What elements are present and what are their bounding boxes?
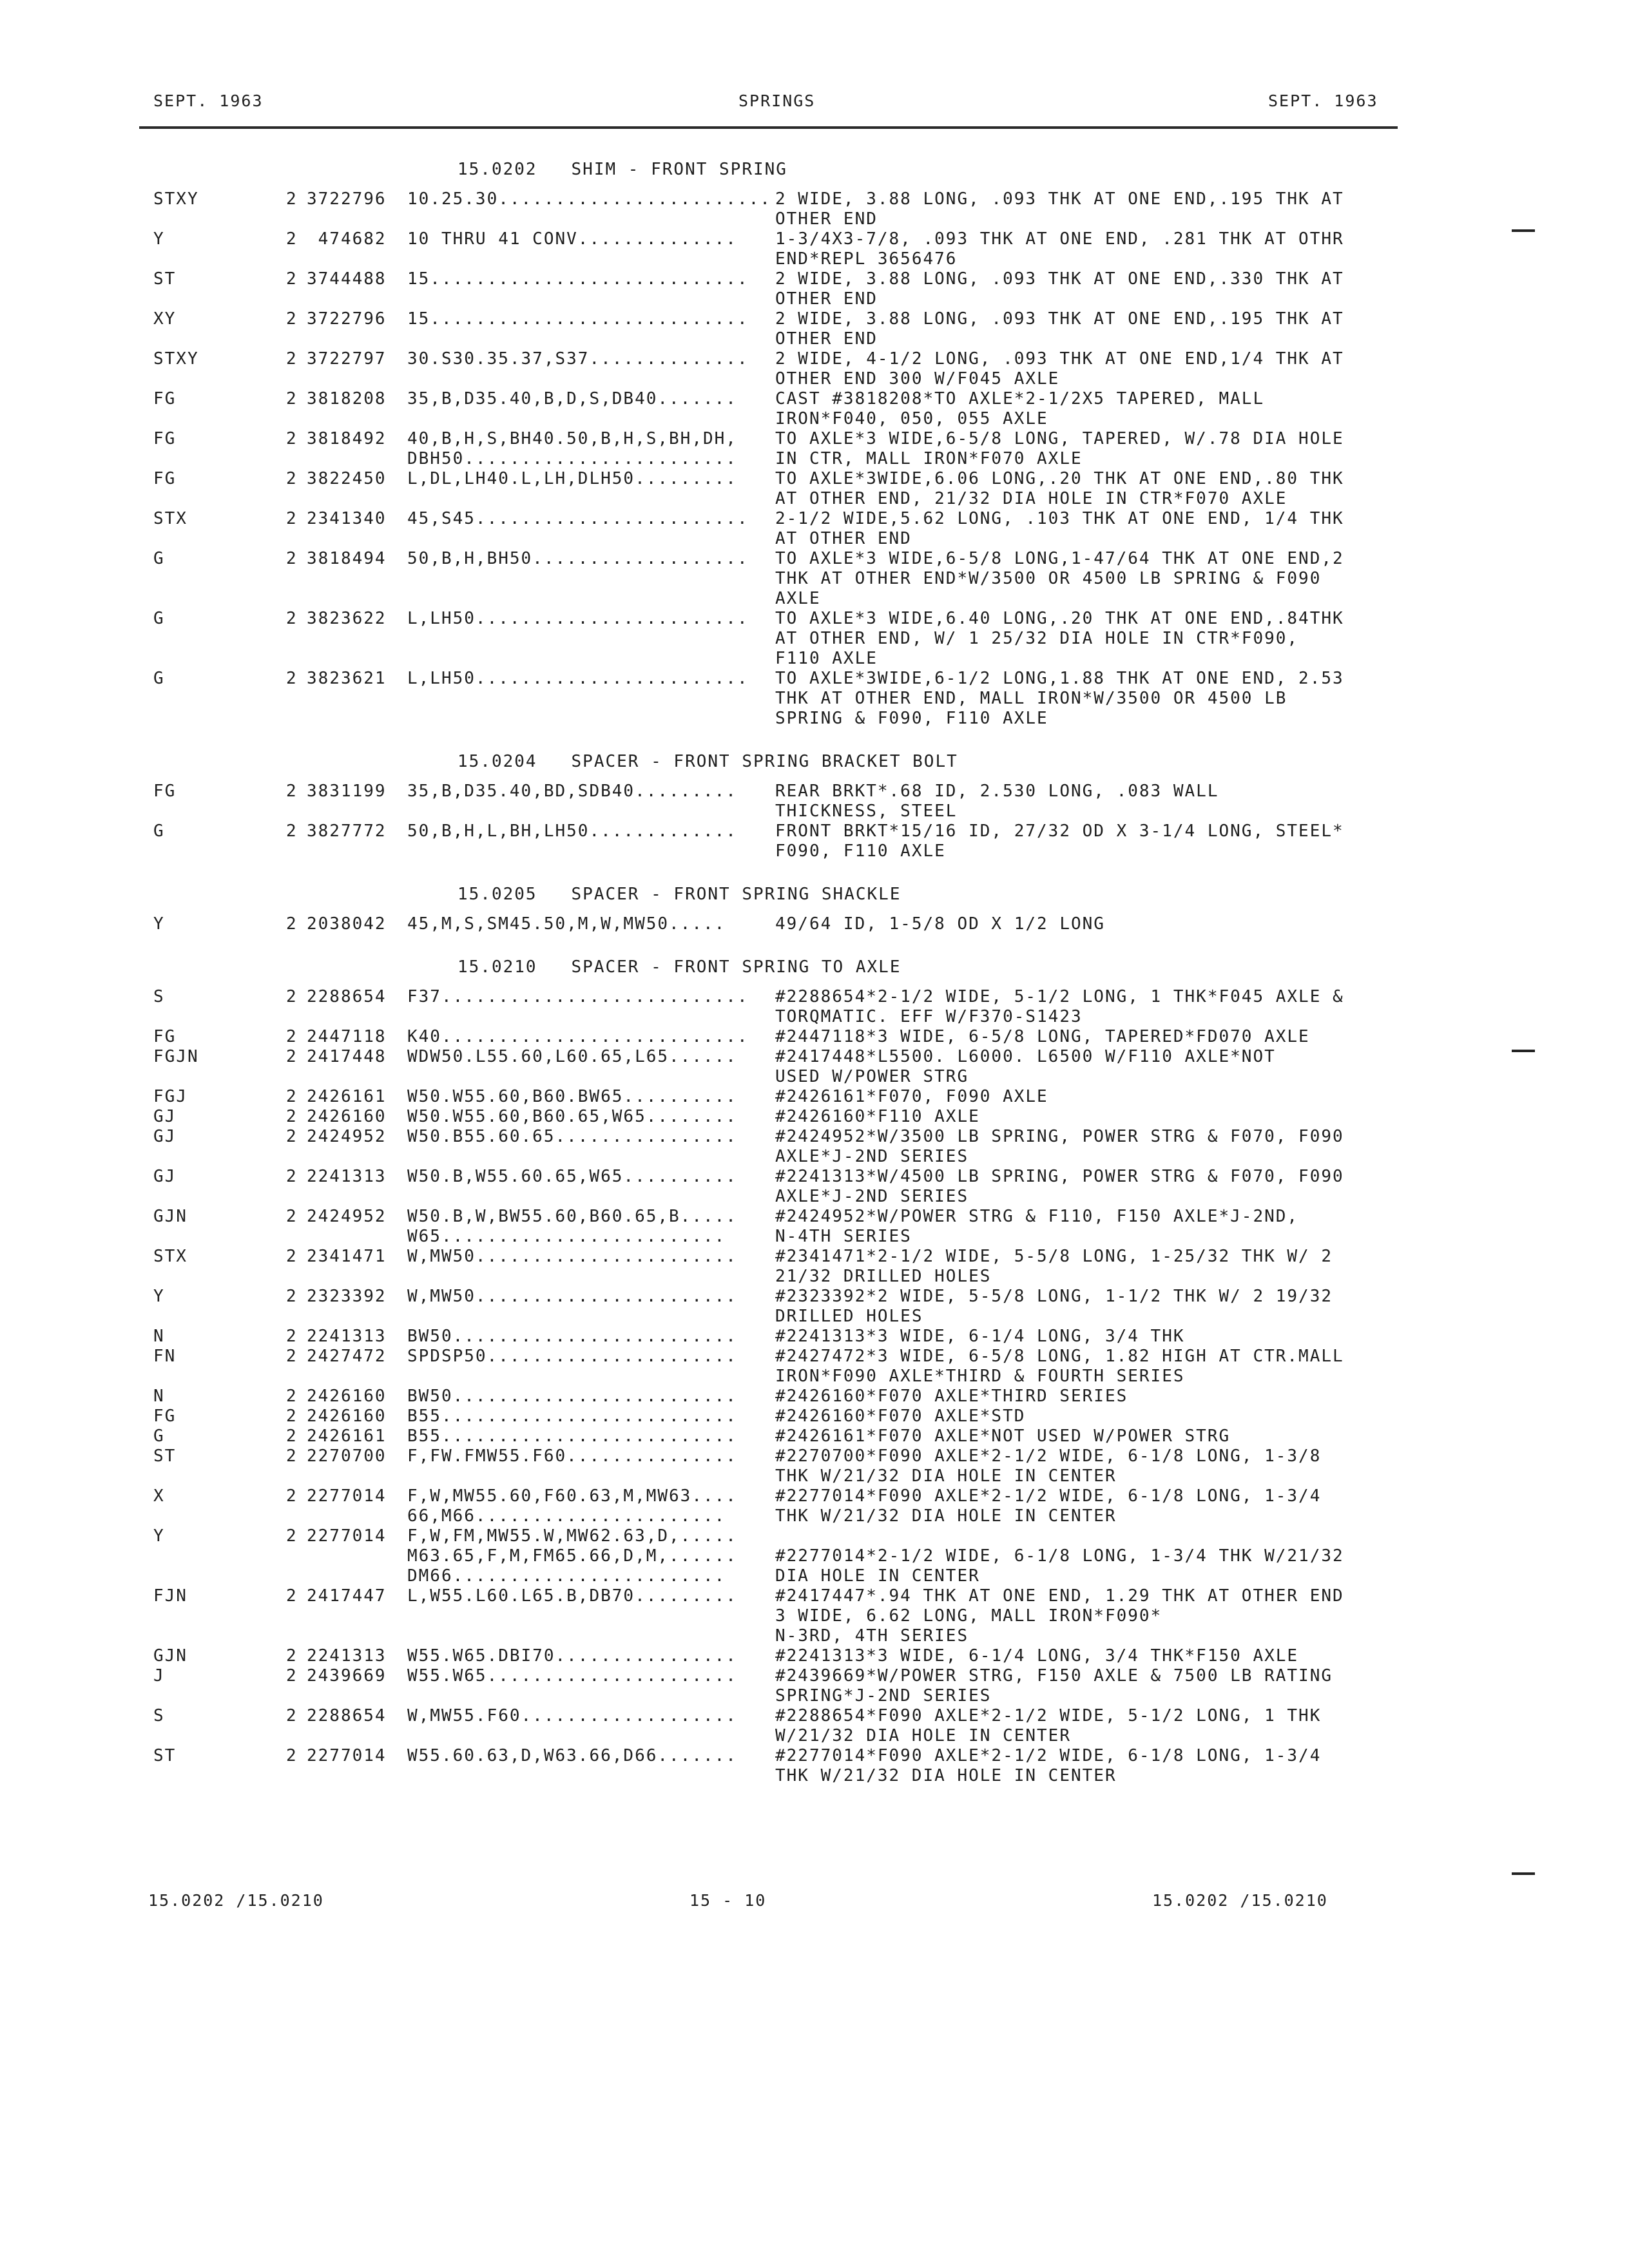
application-line: W50.W55.60,B60.BW65.......... <box>407 1087 737 1106</box>
quantity: 2 <box>286 782 298 801</box>
description-line: F110 AXLE <box>775 649 878 668</box>
application-line: W65......................... <box>407 1227 726 1246</box>
model-codes: FJN <box>153 1586 188 1606</box>
description-line: OTHER END <box>775 289 878 309</box>
part-number: 2241313 <box>307 1646 387 1666</box>
model-codes: FN <box>153 1347 177 1366</box>
part-number: 2417448 <box>307 1047 387 1066</box>
quantity: 2 <box>286 1027 298 1046</box>
description-line: #2426160*F070 AXLE*STD <box>775 1407 1026 1426</box>
model-codes: FG <box>153 389 177 408</box>
model-codes: ST <box>153 269 177 289</box>
header-date-left: SEPT. 1963 <box>153 91 264 110</box>
application-line: 10 THRU 41 CONV.............. <box>407 229 737 249</box>
part-entry <box>0 189 1629 229</box>
quantity: 2 <box>286 1047 298 1066</box>
part-number: 3744488 <box>307 269 387 289</box>
application-line: 10.25.30........................ <box>407 189 771 209</box>
description-line: 3 WIDE, 6.62 LONG, MALL IRON*F090* <box>775 1606 1162 1626</box>
margin-mark <box>1512 1050 1535 1052</box>
model-codes: FGJN <box>153 1047 199 1066</box>
part-entry <box>0 1047 1629 1087</box>
model-codes: XY <box>153 309 177 329</box>
description-line: #2270700*F090 AXLE*2-1/2 WIDE, 6-1/8 LONG, 1-3/8 <box>775 1446 1322 1466</box>
model-codes: Y <box>153 1526 165 1546</box>
quantity: 2 <box>286 1167 298 1186</box>
part-entry <box>0 1666 1629 1706</box>
description-line: TO AXLE*3WIDE,6-1/2 LONG,1.88 THK AT ONE END, 2.53 <box>775 669 1344 688</box>
description-line: DIA HOLE IN CENTER <box>775 1566 980 1586</box>
quantity: 2 <box>286 609 298 628</box>
quantity: 2 <box>286 509 298 528</box>
description-line: AT OTHER END <box>775 529 912 548</box>
quantity: 2 <box>286 469 298 488</box>
description-line: N-3RD, 4TH SERIES <box>775 1626 969 1646</box>
application-line: 35,B,D35.40,BD,SDB40......... <box>407 782 737 801</box>
description-line: OTHER END <box>775 209 878 229</box>
quantity: 2 <box>286 987 298 1006</box>
header-title: SPRINGS <box>738 91 816 110</box>
quantity: 2 <box>286 1387 298 1406</box>
quantity: 2 <box>286 1586 298 1606</box>
part-entry <box>0 1207 1629 1247</box>
description-line: #2288654*2-1/2 WIDE, 5-1/2 LONG, 1 THK*F045 AXLE & <box>775 987 1344 1006</box>
part-entry <box>0 1407 1629 1427</box>
part-entry <box>0 669 1629 729</box>
application-line: F,FW.FMW55.F60............... <box>407 1446 737 1466</box>
model-codes: N <box>153 1387 165 1406</box>
part-entry <box>0 349 1629 389</box>
part-number: 2424952 <box>307 1207 387 1226</box>
application-line: L,W55.L60.L65.B,DB70......... <box>407 1586 737 1606</box>
model-codes: FGJ <box>153 1087 188 1106</box>
part-number: 3818492 <box>307 429 387 448</box>
application-line: WDW50.L55.60,L60.65,L65...... <box>407 1047 737 1066</box>
application-line: F,W,MW55.60,F60.63,M,MW63.... <box>407 1486 737 1506</box>
description-line: AXLE*J-2ND SERIES <box>775 1147 969 1166</box>
model-codes: FG <box>153 1027 177 1046</box>
part-number: 3818494 <box>307 549 387 568</box>
application-line: 40,B,H,S,BH40.50,B,H,S,BH,DH, <box>407 429 737 448</box>
part-number: 2426160 <box>307 1107 387 1126</box>
application-line: 50,B,H,L,BH,LH50............. <box>407 822 737 841</box>
part-number: 2341340 <box>307 509 387 528</box>
part-number: 2439669 <box>307 1666 387 1686</box>
quantity: 2 <box>286 1347 298 1366</box>
description-line: IN CTR, MALL IRON*F070 AXLE <box>775 449 1083 468</box>
application-line: DBH50........................ <box>407 449 737 468</box>
part-entry <box>0 1127 1629 1167</box>
part-number: 3831199 <box>307 782 387 801</box>
model-codes: S <box>153 987 165 1006</box>
application-line: 35,B,D35.40,B,D,S,DB40....... <box>407 389 737 408</box>
part-entry <box>0 914 1629 934</box>
part-entry <box>0 609 1629 669</box>
part-number: 2427472 <box>307 1347 387 1366</box>
description-line: 21/32 DRILLED HOLES <box>775 1267 992 1286</box>
quantity: 2 <box>286 349 298 369</box>
part-number: 2323392 <box>307 1287 387 1306</box>
description-line: END*REPL 3656476 <box>775 249 958 269</box>
part-entry <box>0 1247 1629 1287</box>
description-line: TO AXLE*3 WIDE,6-5/8 LONG,1-47/64 THK AT ONE END,2 <box>775 549 1344 568</box>
application-line: BW50......................... <box>407 1327 737 1346</box>
description-line: SPRING & F090, F110 AXLE <box>775 709 1048 728</box>
parts-listing <box>0 149 1629 1799</box>
part-entry <box>0 1107 1629 1127</box>
quantity: 2 <box>286 269 298 289</box>
quantity: 2 <box>286 1207 298 1226</box>
section <box>0 742 1629 861</box>
description-line: #2277014*F090 AXLE*2-1/2 WIDE, 6-1/8 LONG, 1-3/4 <box>775 1486 1322 1506</box>
quantity: 2 <box>286 1127 298 1146</box>
model-codes: ST <box>153 1746 177 1765</box>
description-line: #2241313*3 WIDE, 6-1/4 LONG, 3/4 THK <box>775 1327 1185 1346</box>
description-line: OTHER END 300 W/F045 AXLE <box>775 369 1060 389</box>
application-line: W50.B,W,BW55.60,B60.65,B..... <box>407 1207 737 1226</box>
description-line: 2 WIDE, 3.88 LONG, .093 THK AT ONE END,.330 THK AT <box>775 269 1344 289</box>
description-line: F090, F110 AXLE <box>775 841 946 861</box>
header-rule <box>139 126 1398 129</box>
part-entry <box>0 1347 1629 1387</box>
quantity: 2 <box>286 1107 298 1126</box>
application-line: W50.W55.60,B60.65,W65........ <box>407 1107 737 1126</box>
description-line: REAR BRKT*.68 ID, 2.530 LONG, .083 WALL <box>775 782 1219 801</box>
description-line: #2426160*F070 AXLE*THIRD SERIES <box>775 1387 1128 1406</box>
part-entry <box>0 1646 1629 1666</box>
part-number: 2424952 <box>307 1127 387 1146</box>
quantity: 2 <box>286 309 298 329</box>
description-line: THK AT OTHER END*W/3500 OR 4500 LB SPRING & F090 <box>775 569 1322 588</box>
model-codes: J <box>153 1666 165 1686</box>
application-line: L,LH50........................ <box>407 669 749 688</box>
description-line: OTHER END <box>775 329 878 349</box>
model-codes: FG <box>153 469 177 488</box>
description-line: #2277014*F090 AXLE*2-1/2 WIDE, 6-1/8 LONG, 1-3/4 <box>775 1746 1322 1765</box>
description-line: #2447118*3 WIDE, 6-5/8 LONG, TAPERED*FD070 AXLE <box>775 1027 1310 1046</box>
part-entry <box>0 509 1629 549</box>
part-number: 2241313 <box>307 1167 387 1186</box>
model-codes: FG <box>153 1407 177 1426</box>
description-line: #2427472*3 WIDE, 6-5/8 LONG, 1.82 HIGH AT CTR.MALL <box>775 1347 1344 1366</box>
application-line: W50.B,W55.60.65,W65.......... <box>407 1167 737 1186</box>
description-line: THICKNESS, STEEL <box>775 802 958 821</box>
model-codes: G <box>153 609 165 628</box>
part-entry <box>0 1287 1629 1327</box>
application-line: W,MW50....................... <box>407 1287 737 1306</box>
model-codes: FG <box>153 429 177 448</box>
part-number: 3722797 <box>307 349 387 369</box>
part-entry <box>0 1746 1629 1786</box>
model-codes: G <box>153 1427 165 1446</box>
model-codes: FG <box>153 782 177 801</box>
quantity: 2 <box>286 822 298 841</box>
application-line: 30.S30.35.37,S37.............. <box>407 349 749 369</box>
part-entry <box>0 1486 1629 1526</box>
quantity: 2 <box>286 1446 298 1466</box>
description-line: #2424952*W/3500 LB SPRING, POWER STRG & F070, F090 <box>775 1127 1344 1146</box>
description-line: #2426160*F110 AXLE <box>775 1107 980 1126</box>
section <box>0 874 1629 934</box>
part-number: 474682 <box>307 229 387 249</box>
model-codes: X <box>153 1486 165 1506</box>
description-line: CAST #3818208*TO AXLE*2-1/2X5 TAPERED, MALL <box>775 389 1265 408</box>
description-line: THK W/21/32 DIA HOLE IN CENTER <box>775 1506 1117 1526</box>
description-line: USED W/POWER STRG <box>775 1067 969 1086</box>
part-number: 2447118 <box>307 1027 387 1046</box>
part-entry <box>0 782 1629 822</box>
part-number: 2417447 <box>307 1586 387 1606</box>
application-line: 45,S45........................ <box>407 509 749 528</box>
model-codes: N <box>153 1327 165 1346</box>
description-line: #2424952*W/POWER STRG & F110, F150 AXLE*J-2ND, <box>775 1207 1299 1226</box>
description-line: FRONT BRKT*15/16 ID, 27/32 OD X 3-1/4 LONG, STEEL* <box>775 822 1344 841</box>
part-entry <box>0 987 1629 1027</box>
application-line: L,LH50........................ <box>407 609 749 628</box>
part-entry <box>0 1427 1629 1446</box>
section <box>0 149 1629 729</box>
quantity: 2 <box>286 429 298 448</box>
part-number: 2277014 <box>307 1526 387 1546</box>
application-line: DM66........................ <box>407 1566 726 1586</box>
part-number: 2241313 <box>307 1327 387 1346</box>
quantity: 2 <box>286 1407 298 1426</box>
description-line: #2439669*W/POWER STRG, F150 AXLE & 7500 LB RATING <box>775 1666 1333 1686</box>
description-line: #2426161*F070 AXLE*NOT USED W/POWER STRG <box>775 1427 1231 1446</box>
part-number: 2426160 <box>307 1387 387 1406</box>
quantity: 2 <box>286 1327 298 1346</box>
model-codes: Y <box>153 229 165 249</box>
description-line: 2 WIDE, 4-1/2 LONG, .093 THK AT ONE END,1/4 THK AT <box>775 349 1344 369</box>
part-entry <box>0 549 1629 609</box>
footer-range-left: 15.0202 /15.0210 <box>148 1891 324 1910</box>
section-title: 15.0202 SHIM - FRONT SPRING <box>458 160 787 179</box>
description-line: #2323392*2 WIDE, 5-5/8 LONG, 1-1/2 THK W/ 2 19/32 <box>775 1287 1333 1306</box>
model-codes: GJN <box>153 1646 188 1666</box>
description-line: DRILLED HOLES <box>775 1307 923 1326</box>
part-entry <box>0 309 1629 349</box>
part-number: 2038042 <box>307 914 387 934</box>
description-line: AT OTHER END, W/ 1 25/32 DIA HOLE IN CTR*F090, <box>775 629 1299 648</box>
part-number: 2426160 <box>307 1407 387 1426</box>
part-entry <box>0 269 1629 309</box>
application-line: K40........................... <box>407 1027 749 1046</box>
model-codes: GJ <box>153 1107 177 1126</box>
quantity: 2 <box>286 669 298 688</box>
description-line: #2241313*3 WIDE, 6-1/4 LONG, 3/4 THK*F150 AXLE <box>775 1646 1299 1666</box>
application-line: 15............................ <box>407 309 749 329</box>
model-codes: GJ <box>153 1167 177 1186</box>
part-number: 2426161 <box>307 1427 387 1446</box>
part-entry <box>0 1446 1629 1486</box>
part-number: 2277014 <box>307 1746 387 1765</box>
model-codes: STX <box>153 509 188 528</box>
application-line: W,MW50....................... <box>407 1247 737 1266</box>
part-number: 3822450 <box>307 469 387 488</box>
application-line: L,DL,LH40.L,LH,DLH50......... <box>407 469 737 488</box>
section-title: 15.0205 SPACER - FRONT SPRING SHACKLE <box>458 885 901 904</box>
part-number: 2426161 <box>307 1087 387 1106</box>
part-number: 3818208 <box>307 389 387 408</box>
quantity: 2 <box>286 1706 298 1725</box>
description-line: #2277014*2-1/2 WIDE, 6-1/8 LONG, 1-3/4 THK W/21/32 <box>775 1546 1344 1566</box>
part-number: 3722796 <box>307 309 387 329</box>
description-line: AXLE <box>775 589 821 608</box>
application-line: 45,M,S,SM45.50,M,W,MW50..... <box>407 914 726 934</box>
quantity: 2 <box>286 1526 298 1546</box>
description-line: W/21/32 DIA HOLE IN CENTER <box>775 1726 1071 1745</box>
part-number: 2341471 <box>307 1247 387 1266</box>
part-number: 3823621 <box>307 669 387 688</box>
footer-range-right: 15.0202 /15.0210 <box>1152 1891 1328 1910</box>
description-line: THK AT OTHER END, MALL IRON*W/3500 OR 4500 LB <box>775 689 1287 708</box>
description-line: 2-1/2 WIDE,5.62 LONG, .103 THK AT ONE END, 1/4 THK <box>775 509 1344 528</box>
quantity: 2 <box>286 1646 298 1666</box>
quantity: 2 <box>286 229 298 249</box>
part-entry <box>0 1387 1629 1407</box>
description-line: IRON*F090 AXLE*THIRD & FOURTH SERIES <box>775 1367 1185 1386</box>
model-codes: STXY <box>153 189 199 209</box>
part-number: 2288654 <box>307 987 387 1006</box>
model-codes: G <box>153 822 165 841</box>
part-entry <box>0 1167 1629 1207</box>
application-line: W55.W65.DBI70................ <box>407 1646 737 1666</box>
model-codes: Y <box>153 914 165 934</box>
quantity: 2 <box>286 1746 298 1765</box>
part-entry <box>0 229 1629 269</box>
part-number: 2277014 <box>307 1486 387 1506</box>
part-entry <box>0 429 1629 469</box>
application-line: M63.65,F,M,FM65.66,D,M,...... <box>407 1546 737 1566</box>
section-title: 15.0204 SPACER - FRONT SPRING BRACKET BOLT <box>458 752 958 771</box>
description-line: SPRING*J-2ND SERIES <box>775 1686 992 1706</box>
application-line: SPDSP50...................... <box>407 1347 737 1366</box>
application-line: W55.60.63,D,W63.66,D66....... <box>407 1746 737 1765</box>
model-codes: STX <box>153 1247 188 1266</box>
application-line: F37........................... <box>407 987 749 1006</box>
part-entry <box>0 1327 1629 1347</box>
part-number: 2270700 <box>307 1446 387 1466</box>
part-number: 3823622 <box>307 609 387 628</box>
description-line: IRON*F040, 050, 055 AXLE <box>775 409 1048 428</box>
part-entry <box>0 1706 1629 1746</box>
part-entry <box>0 1087 1629 1107</box>
description-line: #2426161*F070, F090 AXLE <box>775 1087 1048 1106</box>
description-line: THK W/21/32 DIA HOLE IN CENTER <box>775 1466 1117 1486</box>
section <box>0 947 1629 1786</box>
section-title: 15.0210 SPACER - FRONT SPRING TO AXLE <box>458 957 901 977</box>
quantity: 2 <box>286 1087 298 1106</box>
part-entry <box>0 1526 1629 1586</box>
application-line: B55.......................... <box>407 1427 737 1446</box>
description-line: TO AXLE*3 WIDE,6-5/8 LONG, TAPERED, W/.78 DIA HOLE <box>775 429 1344 448</box>
description-line: THK W/21/32 DIA HOLE IN CENTER <box>775 1766 1117 1785</box>
quantity: 2 <box>286 1247 298 1266</box>
part-entry <box>0 822 1629 861</box>
quantity: 2 <box>286 389 298 408</box>
model-codes: STXY <box>153 349 199 369</box>
description-line: TO AXLE*3WIDE,6.06 LONG,.20 THK AT ONE END,.80 THK <box>775 469 1344 488</box>
quantity: 2 <box>286 189 298 209</box>
application-line: 66,M66...................... <box>407 1506 726 1526</box>
description-line: AXLE*J-2ND SERIES <box>775 1187 969 1206</box>
application-line: W55.W65...................... <box>407 1666 737 1686</box>
part-entry <box>0 469 1629 509</box>
page-number: 15 - 10 <box>689 1891 767 1910</box>
description-line: 1-3/4X3-7/8, .093 THK AT ONE END, .281 THK AT OTHR <box>775 229 1344 249</box>
model-codes: S <box>153 1706 165 1725</box>
part-number: 3722796 <box>307 189 387 209</box>
model-codes: G <box>153 549 165 568</box>
quantity: 2 <box>286 1486 298 1506</box>
description-line: 49/64 ID, 1-5/8 OD X 1/2 LONG <box>775 914 1105 934</box>
application-line: 50,B,H,BH50................... <box>407 549 749 568</box>
application-line: W,MW55.F60................... <box>407 1706 737 1725</box>
description-line: AT OTHER END, 21/32 DIA HOLE IN CTR*F070 AXLE <box>775 489 1287 508</box>
description-line: #2417448*L5500. L6000. L6500 W/F110 AXLE*NOT <box>775 1047 1276 1066</box>
part-entry <box>0 1586 1629 1646</box>
application-line: W50.B55.60.65................ <box>407 1127 737 1146</box>
part-entry <box>0 389 1629 429</box>
part-number: 3827772 <box>307 822 387 841</box>
description-line: #2417447*.94 THK AT ONE END, 1.29 THK AT OTHER END <box>775 1586 1344 1606</box>
quantity: 2 <box>286 1666 298 1686</box>
application-line: 15............................ <box>407 269 749 289</box>
margin-mark <box>1512 1872 1535 1875</box>
model-codes: Y <box>153 1287 165 1306</box>
application-line: F,W,FM,MW55.W,MW62.63,D,..... <box>407 1526 737 1546</box>
model-codes: GJ <box>153 1127 177 1146</box>
quantity: 2 <box>286 914 298 934</box>
description-line: #2288654*F090 AXLE*2-1/2 WIDE, 5-1/2 LONG, 1 THK <box>775 1706 1322 1725</box>
application-line: BW50......................... <box>407 1387 737 1406</box>
description-line: TORQMATIC. EFF W/F370-S1423 <box>775 1007 1083 1026</box>
description-line: #2341471*2-1/2 WIDE, 5-5/8 LONG, 1-25/32 THK W/ 2 <box>775 1247 1333 1266</box>
header-date-right: SEPT. 1963 <box>1268 91 1378 110</box>
model-codes: ST <box>153 1446 177 1466</box>
part-entry <box>0 1027 1629 1047</box>
application-line: B55.......................... <box>407 1407 737 1426</box>
description-line: 2 WIDE, 3.88 LONG, .093 THK AT ONE END,.195 THK AT <box>775 189 1344 209</box>
quantity: 2 <box>286 1287 298 1306</box>
quantity: 2 <box>286 549 298 568</box>
description-line: 2 WIDE, 3.88 LONG, .093 THK AT ONE END,.195 THK AT <box>775 309 1344 329</box>
description-line: #2241313*W/4500 LB SPRING, POWER STRG & F070, F090 <box>775 1167 1344 1186</box>
model-codes: GJN <box>153 1207 188 1226</box>
part-number: 2288654 <box>307 1706 387 1725</box>
model-codes: G <box>153 669 165 688</box>
margin-mark <box>1512 229 1535 232</box>
description-line: TO AXLE*3 WIDE,6.40 LONG,.20 THK AT ONE END,.84THK <box>775 609 1344 628</box>
description-line: N-4TH SERIES <box>775 1227 912 1246</box>
quantity: 2 <box>286 1427 298 1446</box>
